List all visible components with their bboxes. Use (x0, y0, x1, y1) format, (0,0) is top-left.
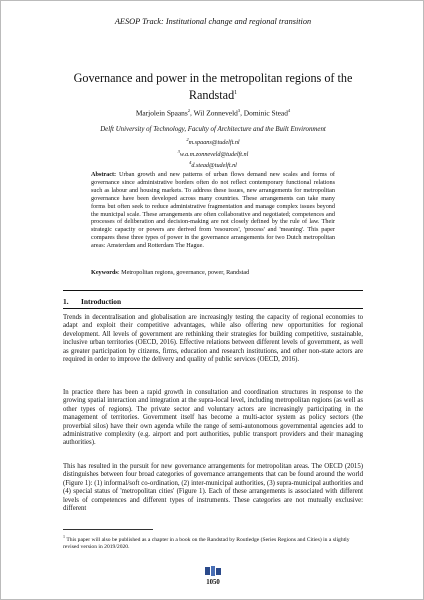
author-mark: 2 (187, 108, 191, 113)
footnote (63, 533, 363, 551)
email-mark: 3 (177, 148, 180, 154)
conference-logo-icon (204, 565, 222, 577)
author-name: Dominic Stead (243, 108, 288, 118)
body-paragraph: This has resulted in the pursuit for new governance arrangements for metropolitan areas. The OECD (2015) distinguishes between four broad categories of governance arrangements that can be found around the world (Figure 1): (1) informal/soft co-ordination, (2) inter-municipal authorities, (3) supra-municipal authorities and (4) special status of 'metropolitan cities' (Figure 1). Each of these arrangements is associated with different levels of competences and different types of instruments. These categories are not mutually exclusive: different (63, 463, 363, 513)
paper-title (61, 71, 365, 103)
body-paragraph: In practice there has been a rapid growth in consultation and coordination structures in response to the growing spatial interaction and integration at the supra-local level, including metropolitan regions (as well as other types of regions). The private sector and voluntary actors are increasingly participating in the management of territories. Government itself has become a multi-actor system as policy sectors (the proverbial silos) have their own agenda while the range of semi-autonomous governmental agencies add to administrative complexity (e.g. airport and port authorities, public transport providers and their managing authorities). (63, 389, 363, 447)
author-name: Wil Zonneveld (193, 108, 238, 118)
email-mark: 2 (186, 137, 189, 142)
keywords-label: Keywords (91, 269, 118, 276)
email-link[interactable]: w.a.m.zonneveld@tudelft.nl (179, 150, 249, 158)
section-title: Introduction (81, 297, 122, 306)
section-heading (63, 297, 121, 306)
footnote-text: This paper will also be published as a chapter in a book on the Randstad by Routledge (Series Regions and Cities) in a slightly revised version in 2019/2020. (63, 536, 350, 551)
email-link[interactable]: d.stead@tudelft.nl (191, 162, 237, 170)
author-mark: 4 (287, 108, 291, 113)
keywords-text: : Metropolitan regions, governance, power, Randstad (117, 269, 250, 276)
footnote-rule (63, 529, 153, 530)
title-footnote-mark: 1 (234, 90, 238, 96)
keywords (91, 269, 335, 276)
section-rule-top (63, 290, 363, 291)
email-list (1, 136, 424, 171)
title-text: Governance and power in the metropolitan regions of the Randstad (73, 71, 353, 103)
section-number: 1. (63, 297, 69, 306)
track-header: AESOP Track: Institutional change and regional transition (114, 17, 312, 26)
section-rule-bottom (63, 308, 363, 309)
body-paragraph: Trends in decentralisation and globalisation are increasingly testing the capacity of regional economies to adapt and exploit their competitive advantages, while also offering new opportunities for regional development. All levels of government are rethinking their strategies for building competitive, sustainable, inclusive urban territories (OECD, 2016). Effective relations between different levels of government, as well as greater participation by citizens, firms, education and research institutions, and other non-state actors are required in order to improve the delivery and quality of public services (OECD, 2016). (63, 314, 363, 364)
page-number: 1050 (206, 579, 220, 586)
affiliation: Delft University of Technology, Faculty of Architecture and the Built Environment (100, 126, 326, 133)
author-list: Marjolein Spaans$^2$, Wil Zonneveld$^3$, Dominic Stead$^4$ (135, 108, 291, 118)
abstract (91, 171, 335, 250)
author-name: Marjolein Spaans (135, 108, 188, 118)
abstract-label: Abstract: (91, 171, 117, 178)
footnote-mark: 1 (63, 534, 65, 539)
abstract-text: Urban growth and new patterns of urban flows demand new scales and forms of governance since administrative borders often do not reflect contemporary functional relations such as labour and housing markets. To address these issues, new arrangements for metropolitan governance have been developed across many countries. These arrangements can take many forms but often seek to reduce administrative fragmentation and manage complex issues beyond the municipal scale. These arrangements are often collaborative and negotiated; competences and processes of deliberation and decision-making are not closely defined by the rule of law. Their strategic capacity or powers are derived from 'resources', 'process' and 'meaning'. This paper compares these three types of power in the governance arrangements for two Dutch metropolitan areas: Amsterdam and Rotterdam The Hague. (91, 171, 335, 250)
author-mark: 3 (237, 108, 241, 113)
email-mark: 4 (189, 160, 192, 166)
email-link[interactable]: m.spaans@tudelft.nl (188, 139, 240, 147)
